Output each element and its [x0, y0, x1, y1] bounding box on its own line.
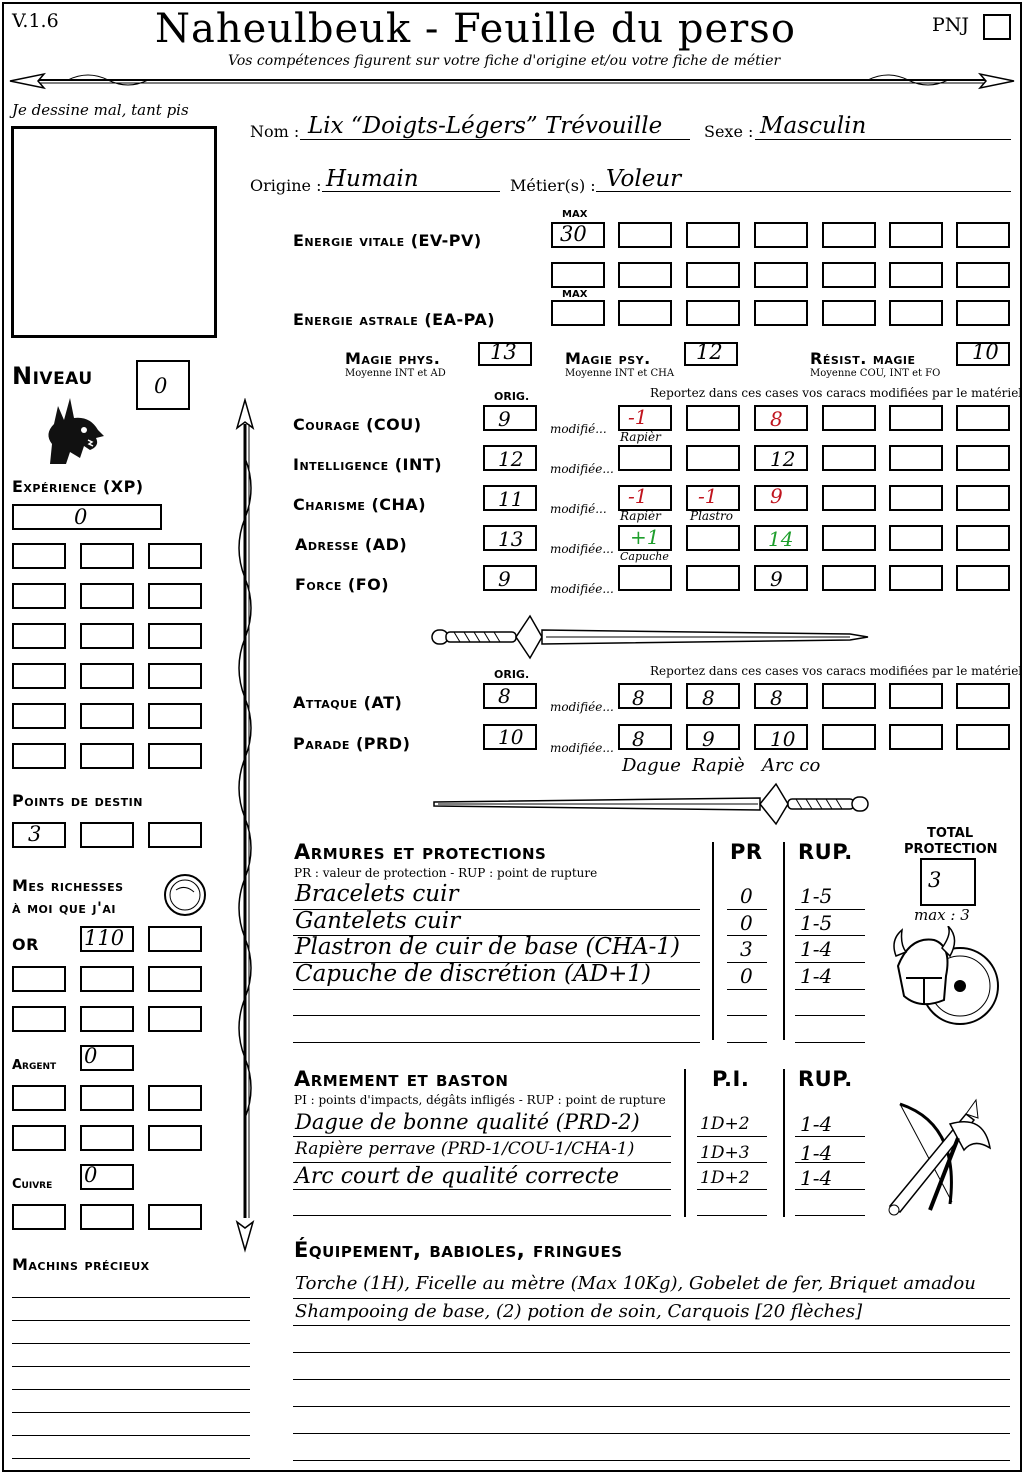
stat-mod-box[interactable]: [889, 525, 943, 551]
stat-mod-box[interactable]: [889, 485, 943, 511]
stat-cha-mod1-note: Rapièr: [620, 509, 661, 523]
weapons-title: Armement et baston: [294, 1067, 509, 1091]
armor-line-rup: [795, 989, 865, 990]
stat-mod-box[interactable]: [822, 525, 876, 551]
ev-max-value: 30: [560, 222, 587, 246]
weapon-row-name[interactable]: Arc court de qualité correcte: [295, 1164, 619, 1189]
level-label: Niveau: [12, 362, 93, 390]
ea-max-label: MAX: [562, 289, 588, 300]
xp-box[interactable]: [12, 583, 66, 609]
ev-box[interactable]: [754, 222, 808, 248]
ev-box[interactable]: [686, 222, 740, 248]
armor-line-rup: [795, 962, 865, 963]
equipment-line-1[interactable]: Torche (1H), Ficelle au mètre (Max 10Kg), Gobelet de fer, Briquet amadou: [295, 1273, 976, 1294]
armor-col-rup: RUP.: [798, 840, 853, 864]
silver-box[interactable]: [80, 1125, 134, 1151]
armor-note: PR : valeur de protection - RUP : point de rupture: [294, 866, 598, 880]
silver-value: 0: [84, 1044, 98, 1068]
stat-mod-box[interactable]: [822, 485, 876, 511]
total-protection-label-2: PROTECTION: [904, 842, 998, 857]
parry-mod1: 8: [632, 727, 645, 751]
gold-box[interactable]: [148, 966, 202, 992]
ev-box[interactable]: [754, 262, 808, 288]
copper-label: Cuivre: [12, 1177, 53, 1192]
armor-row-pr: 0: [740, 884, 753, 908]
ea-max-box[interactable]: [551, 300, 605, 326]
equipment-line: [293, 1379, 1010, 1380]
stat-fo-modified: modifiée...: [550, 582, 614, 596]
ev-box[interactable]: [822, 222, 876, 248]
stat-mod-box[interactable]: [822, 405, 876, 431]
weapons-col-divider-1: [684, 1069, 686, 1217]
xp-box[interactable]: [80, 663, 134, 689]
armor-line-name: [293, 1015, 700, 1016]
total-protection-label-1: TOTAL: [927, 826, 974, 841]
copper-box[interactable]: [148, 1204, 202, 1230]
destiny-label: Points de destin: [12, 791, 143, 810]
parry-label: Parade (PRD): [293, 734, 411, 753]
ev-box[interactable]: [551, 262, 605, 288]
equipment-line: [293, 1406, 1010, 1407]
stat-cou-label: Courage (COU): [293, 415, 422, 434]
magic-phys-label: Magie phys.: [345, 349, 441, 368]
stat-mod-box[interactable]: [686, 405, 740, 431]
weapon-line-rup: [795, 1136, 865, 1137]
weapons-icon: [880, 1094, 1000, 1218]
gold-box[interactable]: [80, 1006, 134, 1032]
armor-line-name: [293, 989, 700, 990]
combat-mod-box[interactable]: [618, 724, 672, 750]
portrait-caption: Je dessine mal, tant pis: [12, 101, 189, 119]
ev-box[interactable]: [889, 262, 943, 288]
equipment-line: [293, 1433, 1010, 1434]
sword-decoration-bottom: [430, 782, 872, 826]
xp-box[interactable]: [80, 583, 134, 609]
equipment-line: [293, 1325, 1010, 1326]
armor-row-name[interactable]: Bracelets cuir: [295, 881, 459, 907]
combat-mod-box[interactable]: [822, 724, 876, 750]
parry-mod2: 9: [702, 727, 715, 751]
name-label: Nom :: [250, 122, 300, 141]
precious-line: [12, 1343, 250, 1344]
stat-cha-label: Charisme (CHA): [293, 495, 427, 514]
xp-box[interactable]: [148, 543, 202, 569]
stat-mod-box[interactable]: [956, 525, 1010, 551]
copper-value: 0: [84, 1163, 98, 1187]
sword-decoration-top: [430, 612, 870, 664]
armor-row-pr: 3: [740, 937, 753, 961]
ev-box[interactable]: [889, 222, 943, 248]
armor-col-divider-1: [712, 842, 714, 1040]
stat-ad-mod1: +1: [630, 525, 660, 549]
gold-box[interactable]: [148, 926, 202, 952]
weapons-col-divider-2: [783, 1069, 785, 1217]
xp-box[interactable]: [80, 703, 134, 729]
combat-mod-box[interactable]: [956, 724, 1010, 750]
armor-row-rup: 1-5: [800, 884, 833, 908]
ev-box[interactable]: [618, 262, 672, 288]
version-label: V.1.6: [12, 10, 59, 32]
stat-ad-label: Adresse (AD): [295, 535, 408, 554]
sheet-subtitle: Vos compétences figurent sur votre fiche d'origine et/ou votre fiche de métier: [228, 53, 781, 69]
parry-mod3: 10: [770, 727, 796, 751]
portrait-box[interactable]: [11, 126, 217, 338]
stat-cou-mod1: -1: [628, 405, 648, 429]
gold-box[interactable]: [80, 966, 134, 992]
armor-line-pr: [727, 909, 767, 910]
xp-box[interactable]: [80, 623, 134, 649]
ea-box[interactable]: [889, 300, 943, 326]
combat-report-note: Reportez dans ces cases vos caracs modifiées par le matériel: [650, 664, 1023, 678]
copper-box[interactable]: [12, 1204, 66, 1230]
precious-line: [12, 1320, 250, 1321]
sheet-title: Naheulbeuk - Feuille du perso: [155, 6, 796, 52]
armor-line-pr: [727, 935, 767, 936]
gold-label: OR: [12, 935, 39, 954]
attack-mod1: 8: [632, 686, 645, 710]
dragon-icon: [40, 394, 106, 466]
stat-mod-box[interactable]: [889, 405, 943, 431]
weapon-row-rup: 1-4: [800, 1141, 833, 1165]
ev-box[interactable]: [956, 222, 1010, 248]
armor-row-pr: 0: [740, 964, 753, 988]
xp-box[interactable]: [12, 543, 66, 569]
attack-label: Attaque (AT): [293, 693, 403, 712]
precious-line: [12, 1366, 250, 1367]
xp-box[interactable]: [148, 663, 202, 689]
xp-box[interactable]: [148, 623, 202, 649]
stat-cha-mod3: 9: [770, 484, 783, 508]
stats-report-note: Reportez dans ces cases vos caracs modifiées par le matériel: [650, 386, 1023, 400]
stat-fo-label: Force (FO): [295, 575, 390, 594]
weapon-row-pi: 1D+2: [700, 1168, 750, 1188]
weapon-line-name: [293, 1215, 671, 1216]
armor-line-pr: [727, 962, 767, 963]
ev-box[interactable]: [618, 222, 672, 248]
xp-label: Expérience (XP): [12, 477, 144, 496]
equipment-line: [293, 1352, 1010, 1353]
name-field[interactable]: Lix “Doigts-Légers” Trévouille: [308, 113, 663, 139]
stat-ad-modified: modifiée...: [550, 542, 614, 556]
silver-box[interactable]: [12, 1085, 66, 1111]
ev-box[interactable]: [822, 262, 876, 288]
stat-mod-box[interactable]: [889, 565, 943, 591]
silver-box[interactable]: [80, 1085, 134, 1111]
magic-resist-note: Moyenne COU, INT et FO: [810, 368, 941, 379]
xp-value: 0: [74, 505, 88, 529]
attack-modified: modifiée...: [550, 700, 614, 714]
gold-box[interactable]: [12, 1006, 66, 1032]
equipment-line-2[interactable]: Shampooing de base, (2) potion de soin, Carquois [20 flèches]: [295, 1301, 863, 1322]
weapon-name-3: Arc co: [762, 755, 821, 776]
combat-mod-box[interactable]: [889, 724, 943, 750]
combat-mod-box[interactable]: [889, 683, 943, 709]
silver-label: Argent: [12, 1058, 57, 1073]
stats-orig-label: ORIG.: [494, 390, 530, 403]
ev-max-label: MAX: [562, 209, 588, 220]
xp-box[interactable]: [148, 743, 202, 769]
precious-line: [12, 1389, 250, 1390]
magic-resist-label: Résist. magie: [810, 349, 916, 368]
weapon-row-name[interactable]: Rapière perrave (PRD-1/COU-1/CHA-1): [295, 1139, 635, 1159]
armor-line-pr: [727, 1015, 767, 1016]
stat-mod-box[interactable]: [956, 565, 1010, 591]
weapon-row-rup: 1-4: [800, 1112, 833, 1136]
silver-box[interactable]: [148, 1085, 202, 1111]
xp-box[interactable]: [80, 743, 134, 769]
weapon-name-1: Dague: [622, 755, 681, 776]
precious-line: [12, 1435, 250, 1436]
stat-int-modified: modifiée...: [550, 462, 614, 476]
ea-box[interactable]: [754, 300, 808, 326]
stat-int-label: Intelligence (INT): [293, 455, 443, 474]
total-protection-value: 3: [928, 868, 942, 892]
silver-box[interactable]: [148, 1125, 202, 1151]
stat-cha-mod1: -1: [628, 484, 648, 508]
combat-mod-box[interactable]: [618, 683, 672, 709]
armor-line-rup: [795, 909, 865, 910]
stat-mod-box[interactable]: [686, 445, 740, 471]
weapon-line-name: [293, 1136, 671, 1137]
stat-cha-mod2-note: Plastro: [690, 509, 734, 523]
attack-orig: 8: [498, 684, 511, 708]
stat-int-orig: 12: [498, 447, 524, 471]
xp-box[interactable]: [12, 703, 66, 729]
combat-mod-box[interactable]: [956, 683, 1010, 709]
stat-mod-box[interactable]: [618, 565, 672, 591]
stat-cha-mod2: -1: [698, 484, 718, 508]
xp-box[interactable]: [12, 623, 66, 649]
armor-line-pr: [727, 1042, 767, 1043]
stat-ad-mod3: 14: [768, 527, 794, 551]
stat-mod-box[interactable]: [889, 445, 943, 471]
stat-mod-box[interactable]: [686, 565, 740, 591]
wealth-label-line1: Mes richesses: [12, 876, 124, 895]
weapons-col-pi: P.I.: [712, 1067, 750, 1091]
armor-line-name: [293, 1042, 700, 1043]
destiny-box[interactable]: [148, 822, 202, 848]
stat-mod-box[interactable]: [956, 485, 1010, 511]
xp-box[interactable]: [12, 743, 66, 769]
equipment-line: [293, 1298, 1010, 1299]
weapon-row-rup: 1-4: [800, 1166, 833, 1190]
gold-value: 110: [84, 926, 125, 950]
precious-label: Machins précieux: [12, 1255, 150, 1274]
stat-cha-orig: 11: [498, 487, 524, 511]
weapons-col-rup: RUP.: [798, 1067, 853, 1091]
xp-box[interactable]: [148, 583, 202, 609]
wealth-label-line2: à moi que j'ai: [12, 898, 117, 917]
npc-checkbox[interactable]: [983, 14, 1011, 40]
armor-row-name[interactable]: Plastron de cuir de base (CHA-1): [295, 934, 680, 960]
armor-col-pr: PR: [730, 840, 763, 864]
armor-line-rup: [795, 1042, 865, 1043]
ea-box[interactable]: [956, 300, 1010, 326]
coin-icon: [162, 872, 208, 918]
armor-row-rup: 1-5: [800, 911, 833, 935]
ev-box[interactable]: [956, 262, 1010, 288]
precious-line: [12, 1412, 250, 1413]
job-label: Métier(s) :: [510, 176, 596, 195]
destiny-box[interactable]: [80, 822, 134, 848]
stat-mod-box[interactable]: [822, 445, 876, 471]
armor-title: Armures et protections: [294, 840, 547, 864]
armor-row-name[interactable]: Capuche de discrétion (AD+1): [295, 961, 651, 987]
magic-resist-value: 10: [972, 340, 999, 364]
helmet-shield-icon: [890, 926, 1000, 1038]
stat-cou-orig: 9: [498, 407, 511, 431]
stat-fo-orig: 9: [498, 567, 511, 591]
job-field[interactable]: Voleur: [606, 166, 682, 192]
name-field-line: [300, 139, 690, 140]
origin-label: Origine :: [250, 176, 322, 195]
armor-line-rup: [795, 1015, 865, 1016]
sex-field[interactable]: Masculin: [760, 113, 867, 139]
gold-box[interactable]: [12, 966, 66, 992]
silver-box[interactable]: [12, 1125, 66, 1151]
magic-psy-label: Magie psy.: [565, 349, 651, 368]
weapon-name-2: Rapiè: [692, 755, 745, 776]
parry-orig: 10: [498, 725, 524, 749]
xp-box[interactable]: [148, 703, 202, 729]
weapon-row-pi: 1D+3: [700, 1143, 750, 1163]
destiny-value: 3: [28, 822, 42, 846]
armor-col-divider-2: [783, 842, 785, 1040]
stat-cha-modified: modifié...: [550, 502, 607, 516]
stat-mod-box[interactable]: [618, 445, 672, 471]
xp-box[interactable]: [80, 543, 134, 569]
armor-line-pr: [727, 989, 767, 990]
weapon-line-rup: [795, 1215, 865, 1216]
sex-label: Sexe :: [704, 122, 754, 141]
armor-row-rup: 1-4: [800, 937, 833, 961]
combat-orig-label: ORIG.: [494, 668, 530, 681]
weapon-row-pi: 1D+2: [700, 1114, 750, 1134]
attack-mod2: 8: [702, 686, 715, 710]
stat-fo-mod3: 9: [770, 567, 783, 591]
stat-mod-box[interactable]: [956, 405, 1010, 431]
spear-vertical-decoration: [225, 398, 265, 1253]
magic-phys-note: Moyenne INT et AD: [345, 368, 446, 379]
sex-field-line: [755, 139, 1011, 140]
parry-modified: modifiée...: [550, 741, 614, 755]
weapon-row-name[interactable]: Dague de bonne qualité (PRD-2): [295, 1110, 640, 1134]
stat-mod-box[interactable]: [956, 445, 1010, 471]
weapon-line-name: [293, 1189, 671, 1190]
stat-cou-mod1-note: Rapièr: [620, 430, 661, 444]
xp-box[interactable]: [12, 663, 66, 689]
ea-box[interactable]: [822, 300, 876, 326]
magic-phys-value: 13: [490, 340, 517, 364]
magic-psy-note: Moyenne INT et CHA: [565, 368, 675, 379]
spear-divider-top: [8, 68, 1016, 94]
equipment-line: [293, 1460, 1010, 1461]
ea-label: Energie astrale (EA-PA): [293, 310, 496, 329]
equipment-title: Équipement, babioles, fringues: [294, 1238, 623, 1262]
ea-box[interactable]: [686, 300, 740, 326]
armor-line-rup: [795, 935, 865, 936]
stat-mod-box[interactable]: [686, 525, 740, 551]
origin-field[interactable]: Humain: [326, 166, 419, 192]
stat-cou-modified: modifié...: [550, 422, 607, 436]
armor-row-name[interactable]: Gantelets cuir: [295, 908, 461, 934]
gold-box[interactable]: [148, 1006, 202, 1032]
weapon-line-pi: [697, 1215, 767, 1216]
level-value: 0: [154, 374, 168, 398]
stat-ad-orig: 13: [498, 527, 524, 551]
precious-line: [12, 1458, 250, 1459]
ev-box[interactable]: [686, 262, 740, 288]
stat-int-mod3: 12: [770, 447, 796, 471]
copper-box[interactable]: [80, 1204, 134, 1230]
precious-line: [12, 1297, 250, 1298]
npc-label: PNJ: [932, 14, 970, 36]
ev-label: Energie vitale (EV-PV): [293, 231, 482, 250]
stat-cou-mod3: 8: [770, 407, 783, 431]
combat-mod-box[interactable]: [822, 683, 876, 709]
weapons-note: PI : points d'impacts, dégâts infligés - RUP : point de rupture: [294, 1093, 666, 1107]
weapon-line-pi: [697, 1189, 767, 1190]
stat-mod-box[interactable]: [822, 565, 876, 591]
ea-box[interactable]: [618, 300, 672, 326]
weapon-line-pi: [697, 1136, 767, 1137]
total-protection-max: max : 3: [914, 906, 970, 924]
magic-psy-value: 12: [696, 340, 723, 364]
armor-row-rup: 1-4: [800, 964, 833, 988]
attack-mod3: 8: [770, 686, 783, 710]
weapon-line-name: [293, 1162, 671, 1163]
stat-ad-mod1-note: Capuche: [620, 550, 669, 563]
armor-row-pr: 0: [740, 911, 753, 935]
